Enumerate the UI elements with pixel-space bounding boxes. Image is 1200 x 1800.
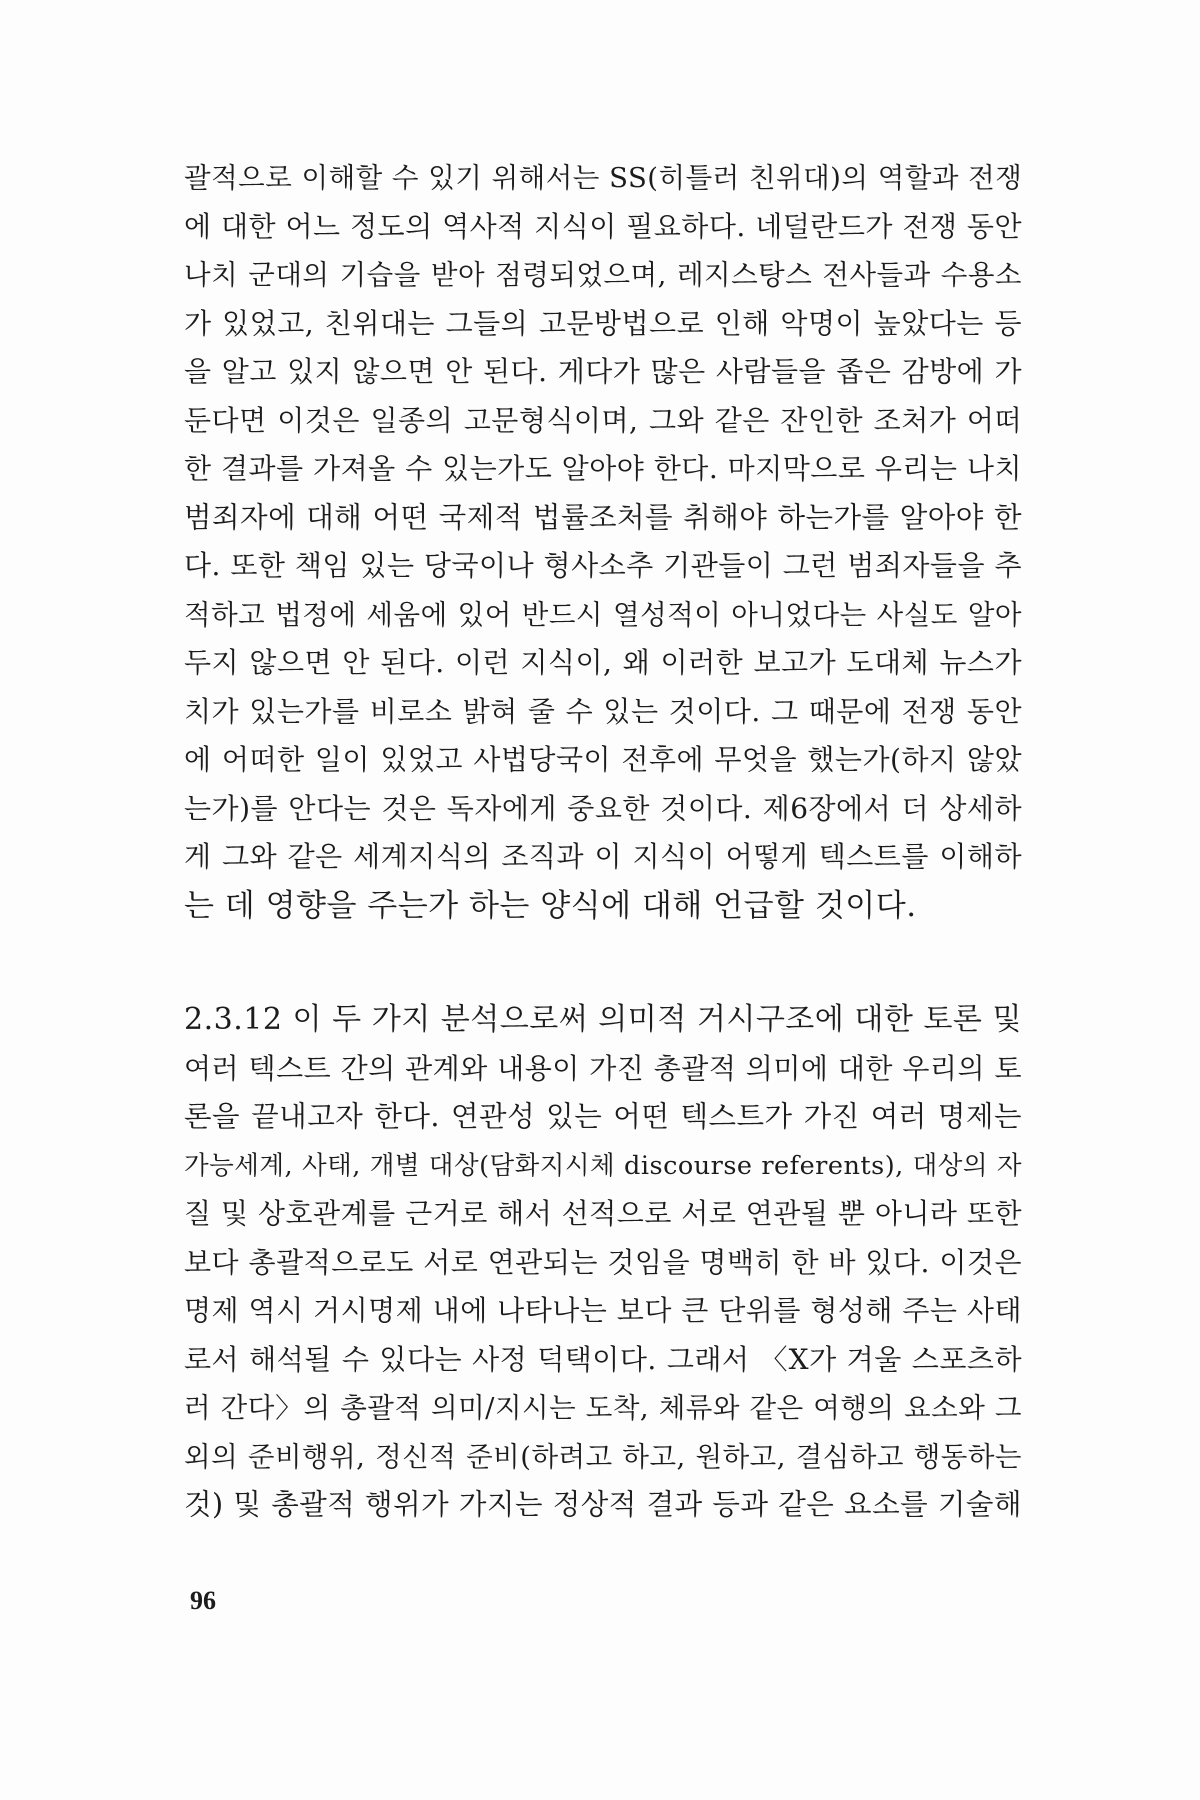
text-line: 질 및 상호관계를 근거로 해서 선적으로 서로 연관될 뿐 아니라 또한 — [184, 1197, 1022, 1230]
text-line: 범죄자에 대해 어떤 국제적 법률조처를 취해야 하는가를 알아야 한 — [184, 500, 1022, 534]
text-line: 나치 군대의 기습을 받아 점령되었으며, 레지스탕스 전사들과 수용소 — [184, 259, 1022, 291]
text-line: 을 알고 있지 않으면 안 된다. 게다가 많은 사람들을 좁은 감방에 가 — [184, 355, 1022, 388]
text-line: 가 있었고, 친위대는 그들의 고문방법으로 인해 악명이 높았다는 등 — [184, 306, 1022, 340]
text-line: 둔다면 이것은 일종의 고문형식이며, 그와 같은 잔인한 조처가 어떠 — [184, 403, 1022, 437]
text-line: 괄적으로 이해할 수 있기 위해서는 SS(히틀러 친위대)의 역할과 전쟁 — [184, 162, 1022, 194]
paragraph-2 — [184, 996, 1022, 1530]
text-line: 러 간다〉의 총괄적 의미/지시는 도착, 체류와 같은 여행의 요소와 그 — [184, 1392, 1022, 1424]
text-line: 가능세계, 사태, 개별 대상(담화지시체 discourse referents), 대상의 자 — [184, 1150, 1022, 1181]
text-line: 적하고 법정에 세움에 있어 반드시 열성적이 아니었다는 사실도 알아 — [184, 598, 1022, 631]
text-line: 는가)를 안다는 것은 독자에게 중요한 것이다. 제6장에서 더 상세하 — [184, 791, 1022, 825]
text-line: 론을 끝내고자 한다. 연관성 있는 어떤 텍스트가 가진 여러 명제는 — [184, 1100, 1022, 1133]
text-line: 것) 및 총괄적 행위가 가지는 정상적 결과 등과 같은 요소를 기술해 — [184, 1488, 1022, 1521]
text-line: 로서 해석될 수 있다는 사정 덕택이다. 그래서 〈X가 겨울 스포츠하 — [184, 1342, 1022, 1376]
text-line: 보다 총괄적으로도 서로 연관되는 것임을 명백히 한 바 있다. 이것은 — [184, 1245, 1022, 1279]
text-line: 외의 준비행위, 정신적 준비(하려고 하고, 원하고, 결심하고 행동하는 — [184, 1440, 1022, 1473]
text-line: 2.3.12 이 두 가지 분석으로써 의미적 거시구조에 대한 토론 및 — [184, 1002, 1022, 1037]
text-line: 여러 텍스트 간의 관계와 내용이 가진 총괄적 의미에 대한 우리의 토 — [184, 1051, 1022, 1085]
text-line: 두지 않으면 안 된다. 이런 지식이, 왜 이러한 보고가 도대체 뉴스가 — [184, 646, 1022, 679]
text-line: 명제 역시 거시명제 내에 나타나는 보다 큰 단위를 형성해 주는 사태 — [184, 1294, 1022, 1327]
text-line: 에 대한 어느 정도의 역사적 지식이 필요하다. 네덜란드가 전쟁 동안 — [184, 209, 1022, 243]
text-line: 치가 있는가를 비로소 밝혀 줄 수 있는 것이다. 그 때문에 전쟁 동안 — [184, 694, 1022, 728]
text-line: 는 데 영향을 주는가 하는 양식에 대해 언급할 것이다. — [184, 887, 917, 924]
page-number: 96 — [190, 1586, 216, 1615]
text-line: 에 어떠한 일이 있었고 사법당국이 전후에 무엇을 했는가(하지 않았 — [184, 743, 1022, 776]
text-line: 게 그와 같은 세계지식의 조직과 이 지식이 어떻게 텍스트를 이해하 — [184, 840, 1022, 873]
text-line: 다. 또한 책임 있는 당국이나 형사소추 기관들이 그런 범죄자들을 추 — [184, 549, 1022, 582]
text-line: 한 결과를 가져올 수 있는가도 알아야 한다. 마지막으로 우리는 나치 — [184, 452, 1022, 485]
paragraph-1 — [184, 154, 1022, 930]
